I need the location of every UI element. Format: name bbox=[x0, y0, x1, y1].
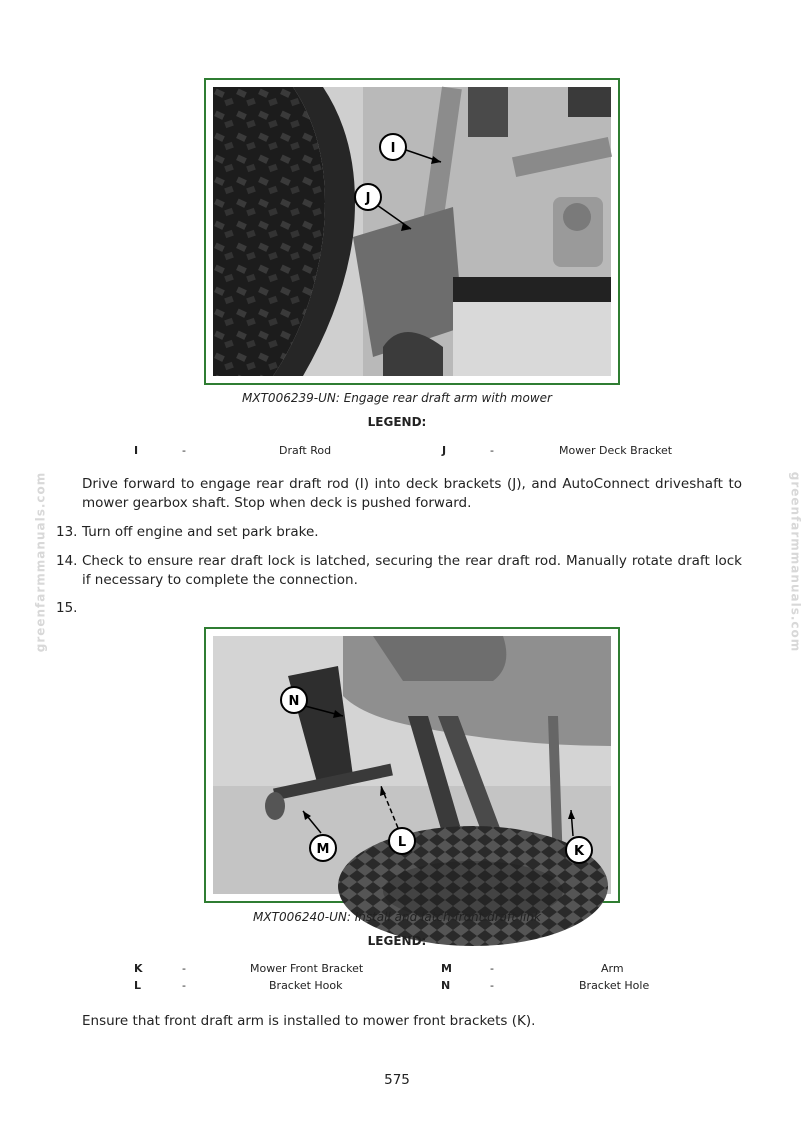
page-number: 575 bbox=[384, 1072, 410, 1088]
callout-i: I bbox=[390, 141, 396, 156]
legend-1-dash-i: - bbox=[182, 444, 186, 457]
instruction-paragraph: Drive forward to engage rear draft rod (I) into deck brackets (J), and AutoConnect driveshaft to mower gearbox shaft. Stop when deck is pushed forward. bbox=[82, 476, 742, 511]
callout-k: K bbox=[573, 844, 585, 859]
step-14-number: 14. bbox=[56, 553, 78, 569]
figure-2-caption: MXT006240-UN: Install and latch front draft link bbox=[253, 910, 541, 924]
legend-2-code-m: M bbox=[441, 962, 452, 975]
callout-m: M bbox=[316, 842, 330, 857]
legend-1-dash-j: - bbox=[490, 444, 494, 457]
callout-l: L bbox=[397, 835, 407, 850]
legend-2-code-k: K bbox=[134, 962, 143, 975]
legend-1-label-i: Draft Rod bbox=[279, 444, 332, 457]
figure-1-caption: MXT006239-UN: Engage rear draft arm with mower bbox=[242, 391, 552, 405]
legend-2-code-n: N bbox=[441, 979, 451, 992]
legend-2-dash-l: - bbox=[182, 979, 186, 992]
legend-1-code-j: J bbox=[442, 444, 447, 457]
figure-1-image bbox=[213, 87, 611, 376]
watermark-right: greenfarmmanuals.com bbox=[788, 471, 802, 653]
legend-2-dash-m: - bbox=[490, 962, 494, 975]
step-15-number: 15. bbox=[56, 600, 78, 616]
legend-2-code-l: L bbox=[134, 979, 142, 992]
figure-1-legend-title: LEGEND: bbox=[367, 415, 427, 429]
legend-2-dash-k: - bbox=[182, 962, 186, 975]
legend-2-label-m: Arm bbox=[601, 962, 624, 975]
legend-2-label-l: Bracket Hook bbox=[269, 979, 343, 992]
step-13-number: 13. bbox=[56, 524, 78, 540]
legend-2-label-k: Mower Front Bracket bbox=[250, 962, 364, 975]
step-14-text: Check to ensure rear draft lock is latched, securing the rear draft rod. Manually rotate draft lock if necessary to complete the connection. bbox=[82, 553, 742, 588]
watermark-left: greenfarmmanuals.com bbox=[33, 471, 48, 653]
figure-2 bbox=[204, 627, 620, 903]
figure-2-image bbox=[213, 636, 611, 894]
legend-1-code-i: I bbox=[134, 444, 139, 457]
callout-j: J bbox=[365, 191, 371, 206]
legend-2-dash-n: - bbox=[490, 979, 494, 992]
figure-1 bbox=[204, 78, 620, 385]
figure-2-legend-title: LEGEND: bbox=[367, 934, 427, 948]
final-paragraph: Ensure that front draft arm is installed to mower front brackets (K). bbox=[82, 1013, 536, 1029]
callout-n: N bbox=[288, 694, 300, 709]
legend-1-label-j: Mower Deck Bracket bbox=[559, 444, 673, 457]
legend-2-label-n: Bracket Hole bbox=[579, 979, 650, 992]
step-13-text: Turn off engine and set park brake. bbox=[82, 524, 319, 540]
